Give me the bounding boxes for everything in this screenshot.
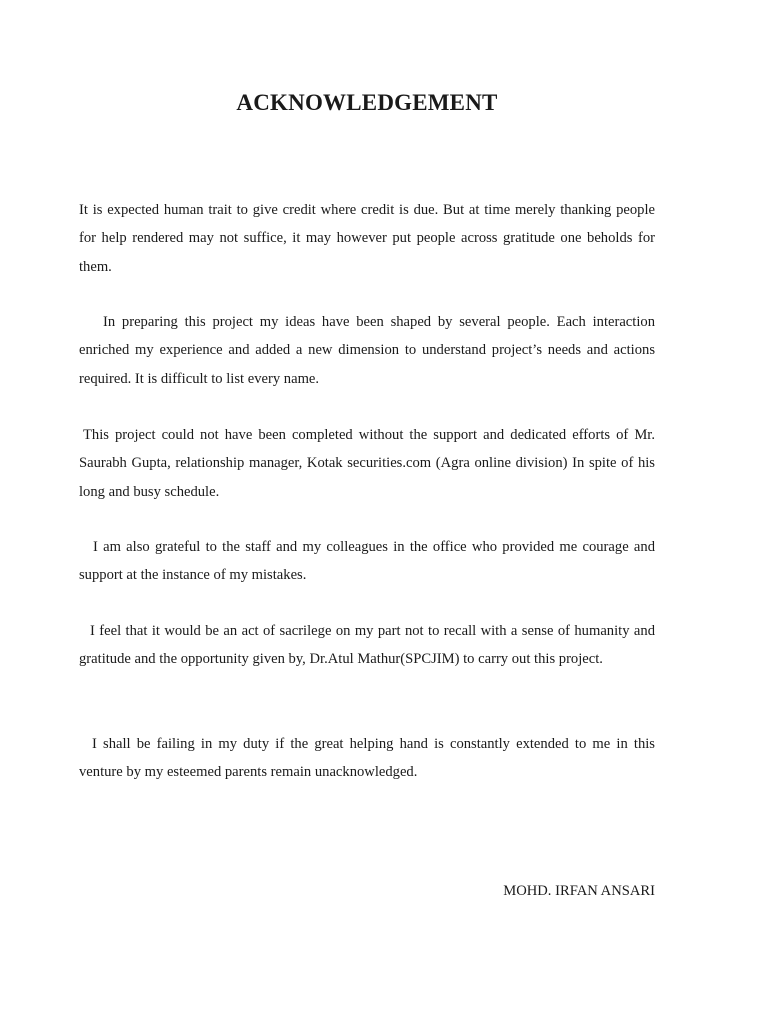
paragraph-2: In preparing this project my ideas have been shaped by several people. Each interaction enriched my experience and added a new dimension to understand project’s needs and actions required. It is difficult to list every name. [79, 314, 655, 387]
paragraph-3: This project could not have been completed without the support and dedicated efforts of Mr. Saurabh Gupta, relationship manager, Kotak securities.com (Agra online division) In spite of his long and busy schedule. [79, 427, 655, 500]
paragraph-1: It is expected human trait to give credit where credit is due. But at time merely thanking people for help rendered may not suffice, it may however put people across gratitude one beholds for them. [79, 202, 655, 275]
paragraph-4: I am also grateful to the staff and my colleagues in the office who provided me courage and support at the instance of my mistakes. [79, 539, 655, 584]
signature: MOHD. IRFAN ANSARI [503, 883, 655, 899]
page-title: ACKNOWLEDGEMENT [236, 90, 498, 115]
paragraph-6: I shall be failing in my duty if the great helping hand is constantly extended to me in this venture by my esteemed parents remain unacknowledged. [79, 736, 655, 781]
paragraph-5: I feel that it would be an act of sacrilege on my part not to recall with a sense of humanity and gratitude and the opportunity given by, Dr.Atul Mathur(SPCJIM) to carry out this project. [79, 623, 655, 668]
